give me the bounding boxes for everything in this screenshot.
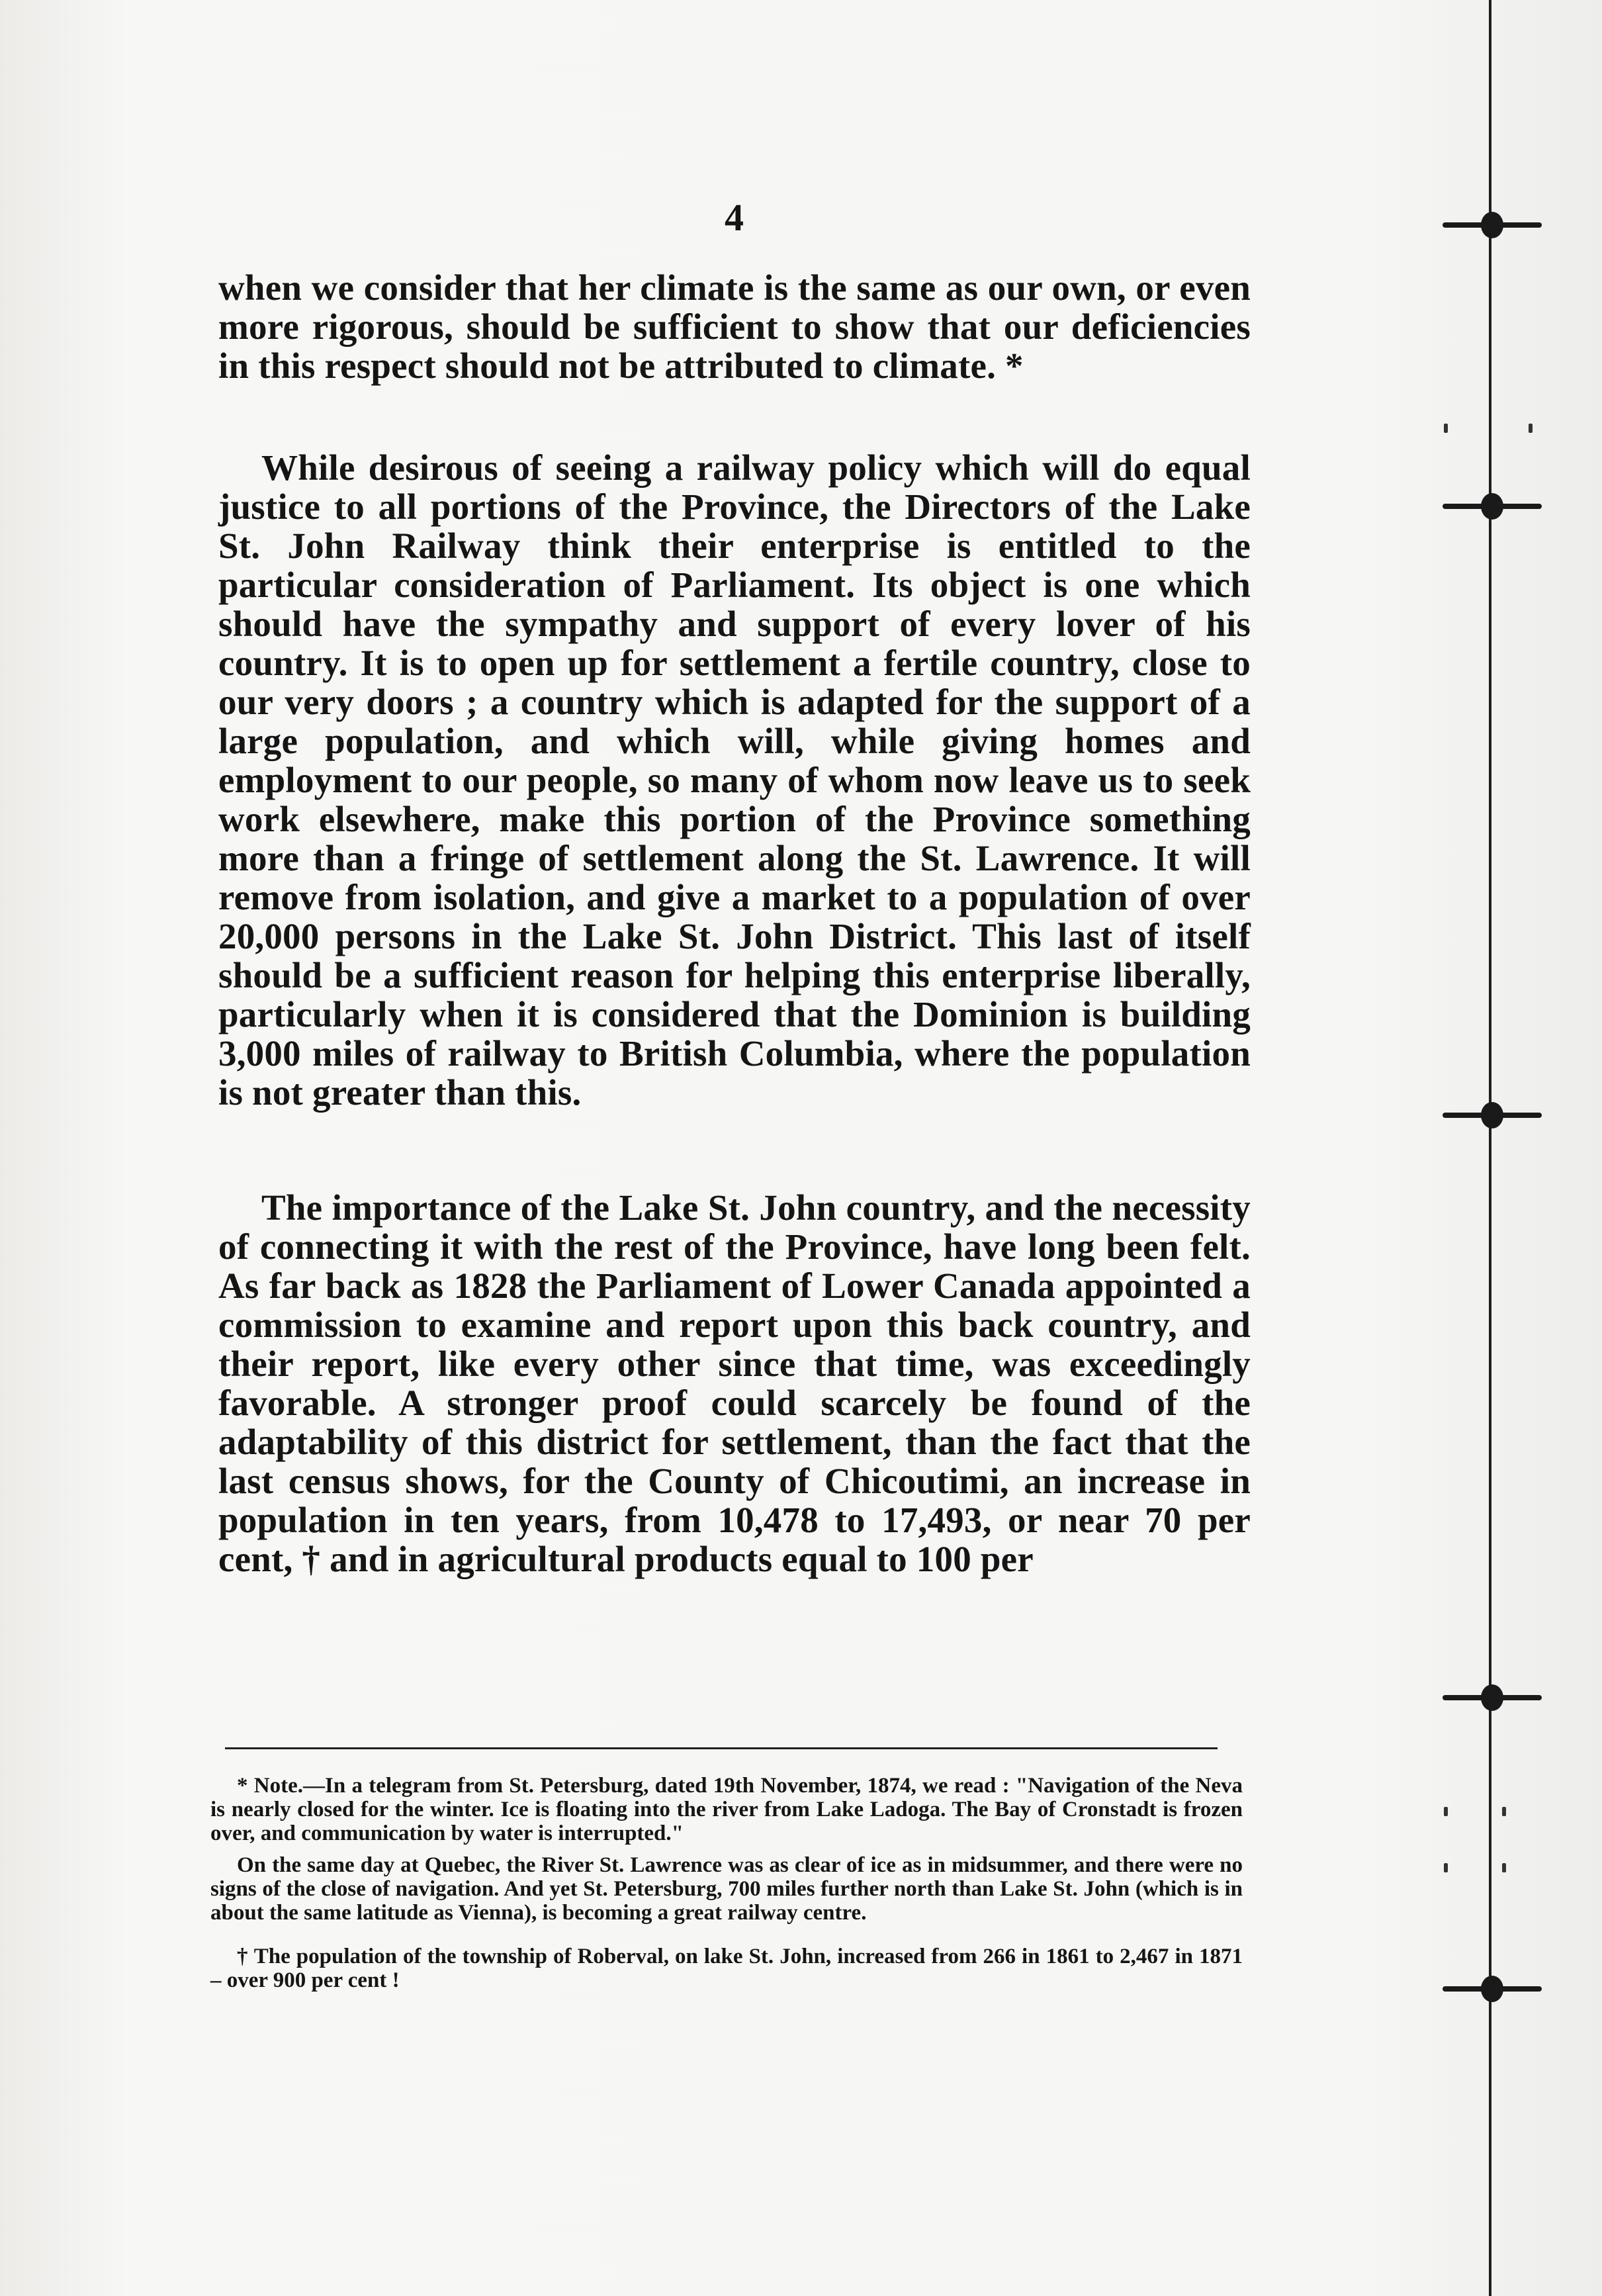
binding-stitch	[1443, 493, 1542, 520]
paragraph: when we consider that her climate is the same as our own, or even more rigorous, should be sufficient to show that our deficiencies in this respect should not be attributed to climate. *	[218, 267, 1251, 386]
binding-mark	[1529, 424, 1533, 433]
footnote: † The population of the township of Roberval, on lake St. John, increased from 266 in 1861 to 2,467 in 1871 – over 900 per cent !	[210, 1945, 1243, 1992]
binding-mark	[1444, 424, 1448, 433]
page-number: 4	[725, 196, 744, 239]
binding-mark	[1444, 1807, 1448, 1816]
binding-stitch	[1443, 212, 1542, 238]
footnotes	[210, 1774, 1243, 2000]
paragraph: While desirous of seeing a railway policy which will do equal justice to all portions of the Province, the Directors of the Lake St. John Railway think their enterprise is entitled to the particular consideration of Parliament. Its object is one which should have the sympathy and support of every lover of his country. It is to open up for settlement a fertile country, close to our very doors ; a country which is adapted for the support of a large population, and which will, while giving homes and employment to our people, so many of whom now leave us to seek work elsewhere, make this portion of the Province something more than a fringe of settlement along the St. Lawrence. It will remove from isolation, and give a market to a population of over 20,000 persons in the Lake St. John District. This last of itself should be a sufficient reason for helping this enterprise liberally, particularly when it is considered that the Dominion is building 3,000 miles of railway to British Columbia, where the population is not greater than this.	[218, 447, 1251, 1113]
body-text	[218, 268, 1251, 1655]
footnote: On the same day at Quebec, the River St. Lawrence was as clear of ice as in midsummer, and there were no signs of the close of navigation. And yet St. Petersburg, 700 miles further north than Lake St. John (which is in about the same latitude as Vienna), is becoming a great railway centre.	[210, 1853, 1243, 1925]
binding-stitch	[1443, 1976, 1542, 2002]
footnote: * Note.—In a telegram from St. Petersburg, dated 19th November, 1874, we read : "Navigation of the Neva is nearly closed for the winter. Ice is floating into the river from Lake Ladoga. The Bay of Cronstadt is frozen over, and communication by water is interrupted."	[210, 1774, 1243, 1845]
binding-mark	[1444, 1863, 1448, 1872]
binding-mark	[1502, 1807, 1506, 1816]
binding-thread	[1489, 0, 1491, 2296]
binding-stitch	[1443, 1684, 1542, 1711]
paragraph: The importance of the Lake St. John country, and the necessity of connecting it with the rest of the Province, have long been felt. As far back as 1828 the Parliament of Lower Canada appointed a commission to examine and report upon this back country, and their report, like every other since that time, was exceedingly favorable. A stronger proof could scarcely be found of the adaptability of this district for settlement, than the fact that the last census shows, for the County of Chicoutimi, an increase in population in ten years, from 10,478 to 17,493, or near 70 per cent, † and in agricultural products equal to 100 per	[218, 1187, 1251, 1579]
footnote-divider	[225, 1747, 1218, 1749]
binding-mark	[1502, 1863, 1506, 1872]
binding-stitch	[1443, 1102, 1542, 1128]
